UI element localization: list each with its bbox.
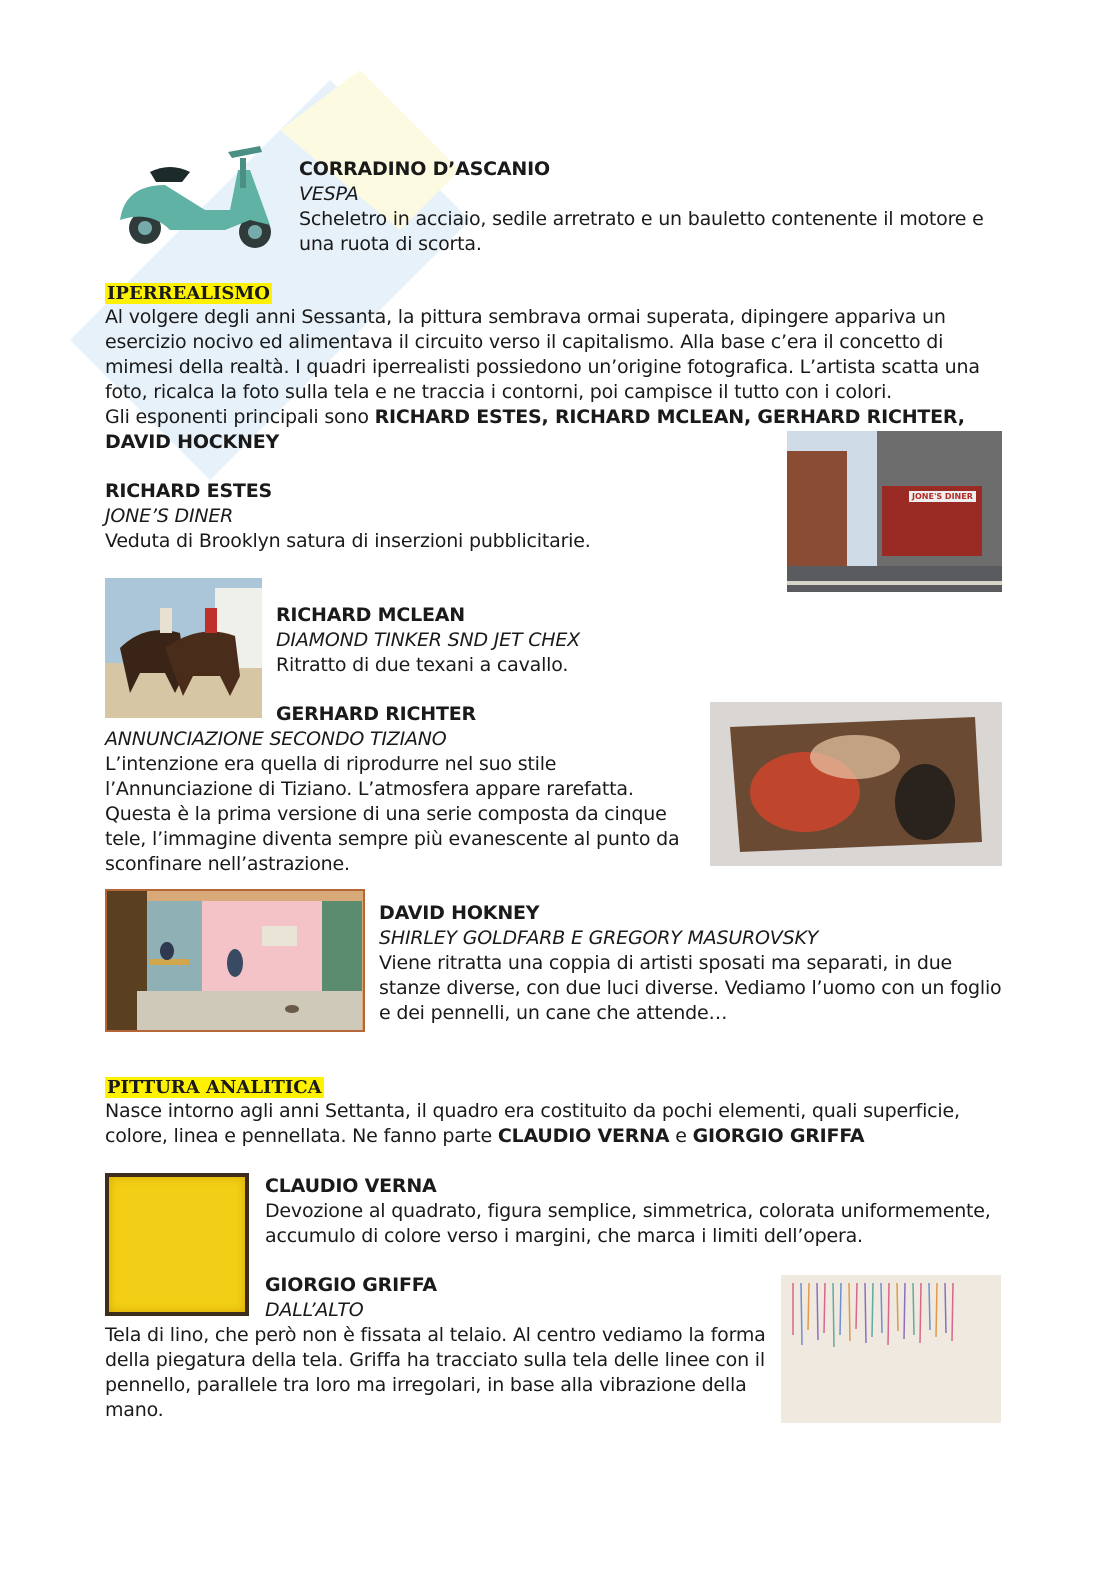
analitica-intro: Nasce intorno agli anni Settanta, il quadro era costituito da pochi elementi, quali superficie, colore, linea e pennellata. Ne fanno parte xyxy=(105,1100,960,1147)
mclean-painting xyxy=(105,578,262,718)
hockney-title: SHIRLEY GOLDFARB E GREGORY MASUROVSKY xyxy=(379,927,819,949)
exponents-intro: Gli esponenti principali sono xyxy=(105,406,375,428)
estes-title: JONE’S DINER xyxy=(105,505,234,527)
vespa-image xyxy=(110,140,280,255)
vespa-title: VESPA xyxy=(299,183,359,205)
exponents-list: RICHARD ESTES, RICHARD MCLEAN, GERHARD RICHTER, DAVID HOCKNEY xyxy=(105,406,965,453)
iperrealismo-heading: IPERREALISMO xyxy=(107,283,270,304)
hockney-description: Viene ritratta una coppia di artisti sposati ma separati, in due stanze diverse, con due luci diverse. Vediamo l’uomo con un foglio e dei pennelli, un cane che attende… xyxy=(379,952,1002,1024)
griffa-painting xyxy=(781,1275,1001,1423)
richter-painting xyxy=(710,702,1002,866)
vespa-description: Scheletro in acciaio, sedile arretrato e un bauletto contenente il motore e una ruota di scorta. xyxy=(299,208,984,255)
griffa-title: DALL’ALTO xyxy=(265,1299,364,1321)
mclean-title: DIAMOND TINKER SND JET CHEX xyxy=(276,629,580,651)
vespa-artist: CORRADINO D’ASCANIO xyxy=(299,158,550,180)
mclean-artist: RICHARD MCLEAN xyxy=(276,604,466,626)
analitica-text xyxy=(105,1099,985,1149)
verna-artist: CLAUDIO VERNA xyxy=(265,1175,437,1197)
iperrealismo-text: Al volgere degli anni Sessanta, la pittura sembrava ormai superata, dipingere appariva un esercizio nocivo ed alimentava il circuito verso il capitalismo. Alla base c’era il concetto di mimesi della realtà. I quadri iperrealisti possiedono un’origine fotografica. L’artista scatta una foto, ricalca la foto sulla tela e ne traccia i contorni, poi campisce il tutto con i colori. xyxy=(105,306,980,403)
richter-description: L’intenzione era quella di riprodurre nel suo stile l’Annunciazione di Tiziano. L’atmosfera appare rarefatta. Questa è la prima versione di una serie composta da cinque tele, l’immagine diventa sempre più evanescente al punto da sconfinare nell’astrazione. xyxy=(105,753,680,875)
estes-painting xyxy=(787,431,1002,592)
richter-artist: GERHARD RICHTER xyxy=(276,703,476,725)
richter-title: ANNUNCIAZIONE SECONDO TIZIANO xyxy=(105,728,447,750)
hockney-painting xyxy=(105,889,365,1032)
mclean-description: Ritratto di due texani a cavallo. xyxy=(276,654,569,676)
estes-artist: RICHARD ESTES xyxy=(105,480,272,502)
griffa-artist: GIORGIO GRIFFA xyxy=(265,1274,437,1296)
diner-sign: JONE'S DINER xyxy=(909,491,976,502)
analitica-conj: e xyxy=(669,1125,693,1147)
analitica-heading: PITTURA ANALITICA xyxy=(107,1077,322,1098)
estes-description: Veduta di Brooklyn satura di inserzioni pubblicitarie. xyxy=(105,530,591,552)
hockney-artist: DAVID HOKNEY xyxy=(379,902,540,924)
verna-painting xyxy=(105,1173,249,1316)
griffa-description: Tela di lino, che però non è fissata al telaio. Al centro vediamo la forma della piegatura della tela. Griffa ha tracciato sulla tela delle linee con il pennello, parallele tra loro ma irregolari, in base alla vibrazione della mano. xyxy=(105,1324,766,1421)
verna-description: Devozione al quadrato, figura semplice, simmetrica, colorata uniformemente, accumulo di colore verso i margini, che marca i limiti dell’opera. xyxy=(265,1200,991,1247)
analitica-artist2: GIORGIO GRIFFA xyxy=(692,1125,865,1147)
analitica-artist1: CLAUDIO VERNA xyxy=(497,1125,670,1147)
